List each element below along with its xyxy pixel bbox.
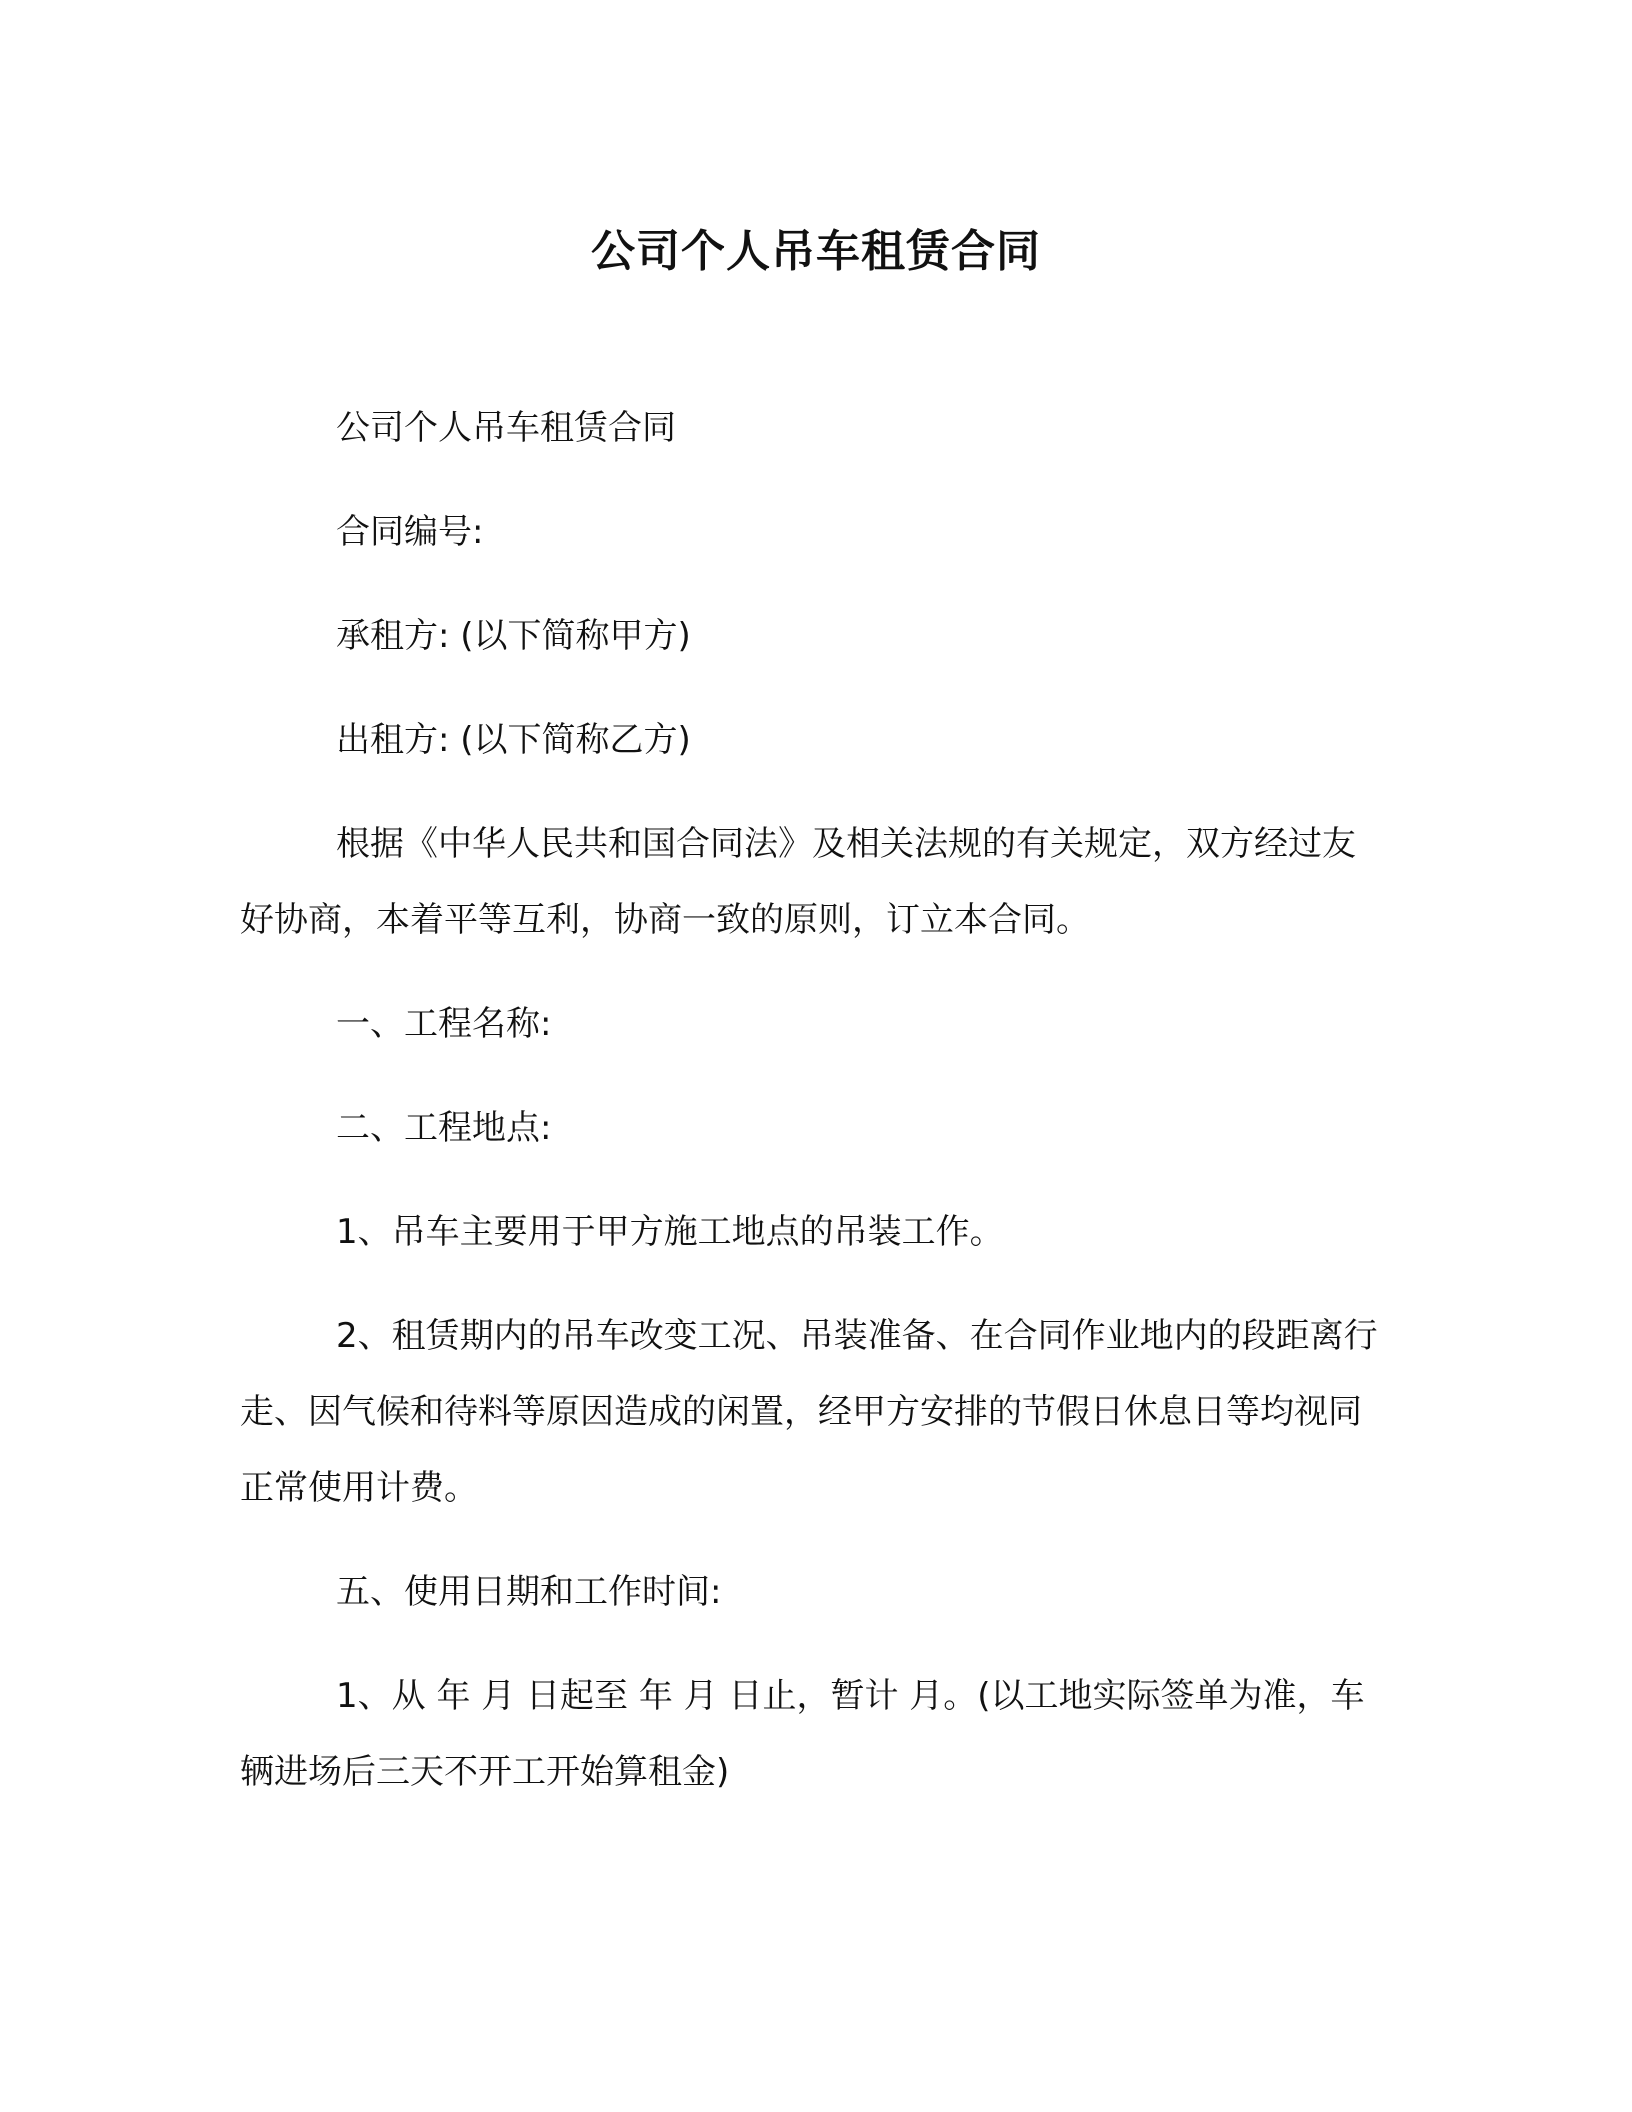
paragraph-clause-2: 2、租赁期内的吊车改变工况、吊装准备、在合同作业地内的段距离行走、因气候和待料等原因造成的闲置，经甲方安排的节假日休息日等均视同正常使用计费。	[240, 1316, 1378, 1508]
paragraph-lessee: 承租方: (以下简称甲方)	[336, 616, 691, 656]
paragraph-lessor: 出租方: (以下简称乙方)	[336, 720, 691, 760]
paragraph-usage-period: 1、从 年 月 日起至 年 月 日止，暂计 月。(以工地实际签单为准，车辆进场后三天不开工开始算租金)	[240, 1676, 1365, 1792]
paragraph-heading: 公司个人吊车租赁合同	[336, 408, 676, 448]
paragraph-usage-date: 五、使用日期和工作时间:	[336, 1572, 722, 1612]
document-body	[240, 390, 1380, 1838]
document-title: 公司个人吊车租赁合同	[591, 226, 1041, 277]
paragraph-clause-1: 1、吊车主要用于甲方施工地点的吊装工作。	[336, 1212, 1004, 1252]
paragraph-project-location: 二、工程地点:	[336, 1108, 552, 1148]
paragraph-preamble: 根据《中华人民共和国合同法》及相关法规的有关规定，双方经过友好协商，本着平等互利，协商一致的原则，订立本合同。	[240, 824, 1356, 940]
paragraph-project-name: 一、工程名称:	[336, 1004, 552, 1044]
paragraph-contract-number: 合同编号:	[336, 512, 484, 552]
